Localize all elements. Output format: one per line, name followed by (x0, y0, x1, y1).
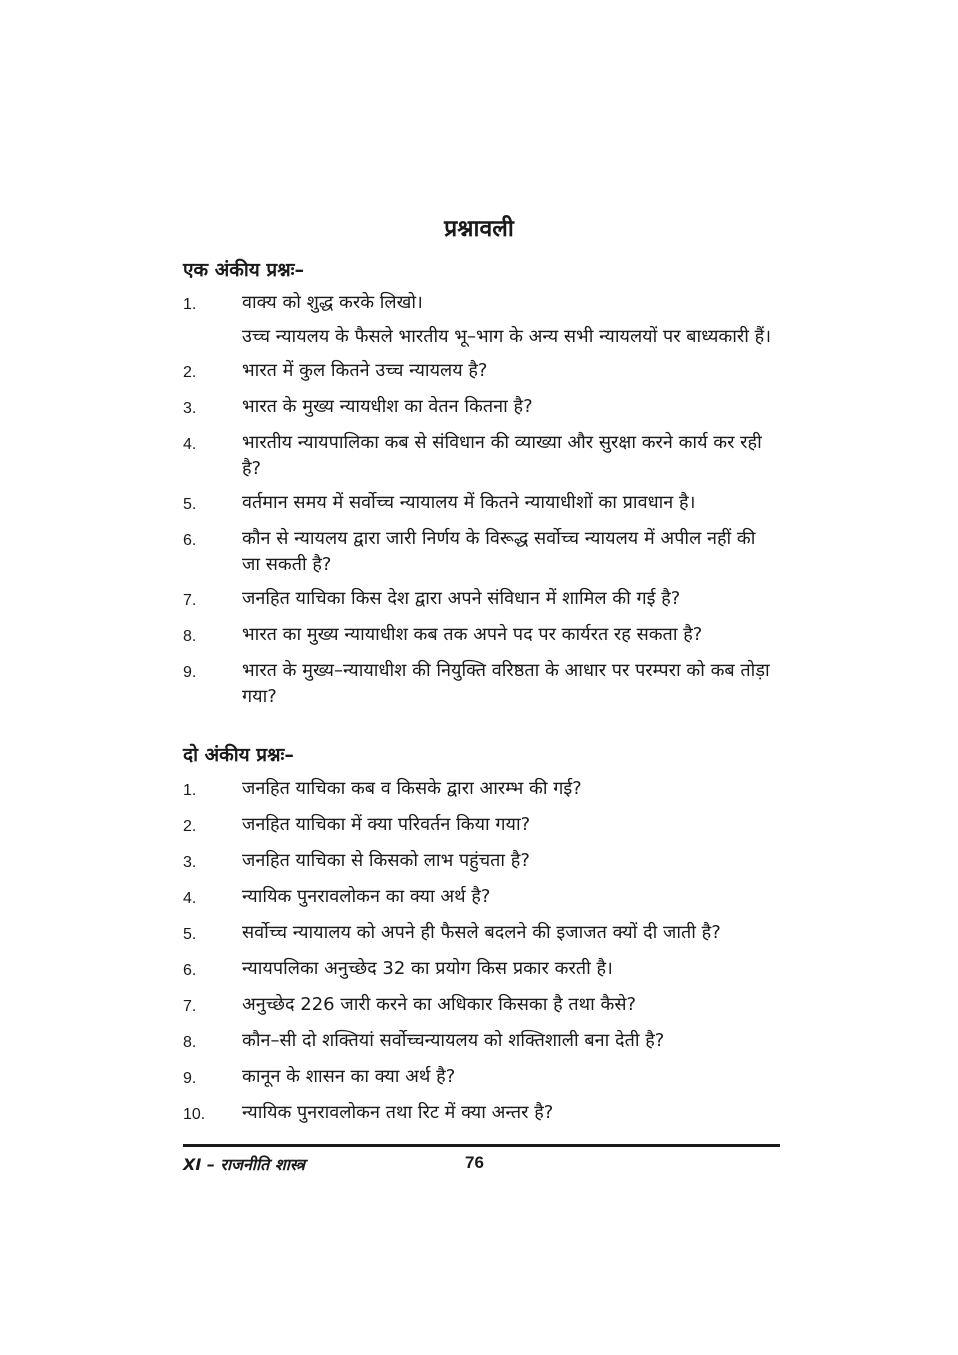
question-text: न्यायिक पुनरावलोकन का क्या अर्थ है? (242, 886, 491, 907)
question-item (183, 586, 778, 614)
question-text: जनहित याचिका किस देश द्वारा अपने संविधान में शामिल की गई है? (242, 588, 681, 609)
question-number: 10. (183, 1106, 206, 1123)
page-number: 76 (465, 1153, 484, 1172)
question-text: भारत में कुल कितने उच्च न्यायलय है? (242, 360, 488, 381)
question-item (183, 956, 778, 984)
question-text: कौन से न्यायलय द्वारा जारी निर्णय के विरूद्ध सर्वोच्च न्यायलय में अपील नहीं की जा सकती है? (242, 528, 756, 575)
one-mark-question-list (183, 290, 778, 710)
question-number: 2. (183, 818, 197, 835)
question-text: कानून के शासन का क्या अर्थ है? (242, 1066, 456, 1087)
question-number: 6. (183, 532, 197, 549)
question-item (183, 1100, 778, 1128)
question-number: 9. (183, 664, 197, 681)
question-number: 1. (183, 782, 197, 799)
question-text: वाक्य को शुद्ध करके लिखो। (242, 292, 423, 313)
question-text: भारत के मुख्य न्यायधीश का वेतन कितना है? (242, 396, 533, 417)
question-text: न्यायिक पुनरावलोकन तथा रिट में क्या अन्तर है? (242, 1102, 554, 1123)
question-number: 9. (183, 1070, 197, 1087)
question-number: 8. (183, 1034, 197, 1051)
question-text: अनुच्छेद 226 जारी करने का अधिकार किसका है तथा कैसे? (242, 994, 637, 1015)
question-item (183, 920, 778, 948)
question-item (183, 776, 778, 804)
question-item (183, 430, 778, 482)
question-item (183, 812, 778, 840)
two-mark-heading: दो अंकीय प्रश्नः– (183, 744, 294, 766)
question-text: कौन–सी दो शक्तियां सर्वोच्चन्यायलय को शक्तिशाली बना देती है? (242, 1030, 665, 1051)
question-item (183, 1064, 778, 1092)
question-item (183, 622, 778, 650)
question-text: जनहित याचिका कब व किसके द्वारा आरम्भ की गई? (242, 778, 582, 799)
question-item (183, 526, 778, 578)
question-text: भारत का मुख्य न्यायाधीश कब तक अपने पद पर कार्यरत रह सकता है? (242, 624, 703, 645)
question-number: 3. (183, 854, 197, 871)
question-text: जनहित याचिका में क्या परिवर्तन किया गया? (242, 814, 531, 835)
question-text: न्यायपलिका अनुच्छेद 32 का प्रयोग किस प्रकार करती है। (242, 958, 613, 979)
question-item (183, 658, 778, 710)
question-number: 8. (183, 628, 197, 645)
question-item (183, 1028, 778, 1056)
question-text: वर्तमान समय में सर्वोच्च न्यायालय में कितने न्यायाधीशों का प्रावधान है। (242, 492, 696, 513)
question-number: 1. (183, 296, 197, 313)
question-number: 3. (183, 400, 197, 417)
question-sub-text: उच्च न्यायलय के फैसले भारतीय भू–भाग के अन्य सभी न्यायलयों पर बाध्यकारी हैं। (242, 326, 772, 347)
question-item (183, 358, 778, 386)
question-text: भारत के मुख्य–न्यायाधीश की नियुक्ति वरिष्ठता के आधार पर परम्परा को कब तोड़ा गया? (242, 660, 770, 707)
footer-divider (183, 1144, 780, 1147)
question-item (183, 992, 778, 1020)
footer-book-label: XI – राजनीति शास्त्र (183, 1155, 305, 1174)
question-number: 4. (183, 890, 197, 907)
question-text: सर्वोच्च न्यायालय को अपने ही फैसले बदलने की इजाजत क्यों दी जाती है? (242, 922, 721, 943)
question-item (183, 394, 778, 422)
one-mark-heading: एक अंकीय प्रश्नः– (183, 259, 304, 281)
two-mark-question-list (183, 776, 778, 1128)
question-number: 7. (183, 998, 197, 1015)
question-number: 7. (183, 592, 197, 609)
question-item (183, 884, 778, 912)
question-text: जनहित याचिका से किसको लाभ पहुंचता है? (242, 850, 530, 871)
question-item (183, 490, 778, 518)
question-text: भारतीय न्यायपालिका कब से संविधान की व्याख्या और सुरक्षा करने कार्य कर रही है? (242, 432, 762, 479)
question-number: 6. (183, 962, 197, 979)
page-title: प्रश्नावली (444, 216, 514, 242)
question-number: 4. (183, 436, 197, 453)
question-item (183, 290, 778, 350)
question-item (183, 848, 778, 876)
question-number: 5. (183, 496, 197, 513)
question-number: 2. (183, 364, 197, 381)
question-number: 5. (183, 926, 197, 943)
